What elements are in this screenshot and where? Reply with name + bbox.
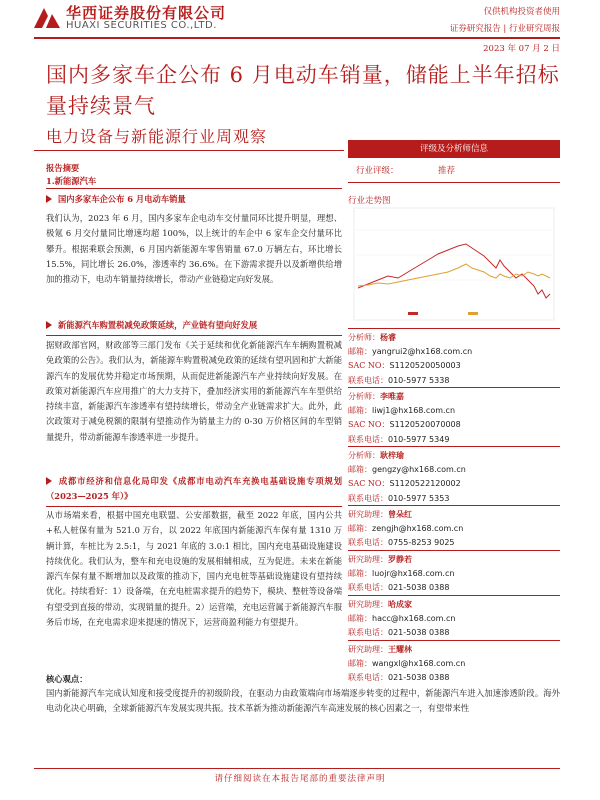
analyst-divider — [348, 446, 560, 447]
institutional-notice: 仅供机构投资者使用 — [483, 7, 560, 17]
analyst-card: 分析师：李唯嘉 邮箱：liwj1@hx168.com.cn SAC NO：S1120520070008 联系电话：010-5977 5349 — [348, 391, 461, 444]
rating-divider — [348, 182, 560, 183]
header-divider — [34, 37, 560, 39]
section-divider — [46, 188, 342, 189]
bullet-heading: 新能源汽车购置税减免政策延续，产业链有望向好发展 — [46, 318, 342, 333]
analyst-card: 分析师：杨睿 邮箱：yangrui2@hx168.com.cn SAC NO：S1120520050003 联系电话：010-5977 5338 — [348, 332, 473, 385]
paragraph: 国内新能源汽车完成认知度和接受度提升的初级阶段，在驱动力由政策端向市场端逐步转变的过程中，新能源汽车进入加速渗透阶段。海外电动化决心明确，全球新能源汽车发展实现共振。技术革新为推动新能源汽车高速发展的核心因素之一，有望带来性 — [46, 688, 560, 714]
researcher-divider — [348, 640, 560, 641]
paragraph: 从市场端来看，根据中国充电联盟、公安部数据，截至 2022 年底，国内公共+私人桩保有量为 521.0 万台，以 2022 年底国内新能源汽车保有量 1310 万辆计算，车桩比为 2.5:1，与 2021 年底的 3.0:1 相比，国内充电基础设施建设持续优化。我们认为，整车和充电设施的发展相辅相成，互为促进。未来在新能源汽车保有量不断增加以及政策的推动下，国内充电桩等基础设施建设有望持续优化。持续看好：1）设备端，在充电桩需求提升的趋势下，模块、整桩等设备端有望受到直接的带动，实现销量的提升。2）运营端，充电运营属于新能源汽车服务后市场，在充电需求迎来提速的情况下，运营商盈利能力有望提升。 — [46, 510, 342, 628]
section-divider — [46, 335, 342, 336]
paragraph: 据财政部官网，财政部等三部门发布《关于延续和优化新能源汽车车辆购置税减免政策的公告》。我们认为，新能源车购置税减免政策的延续有望巩固和扩大新能源汽车的发展优势并稳定市场预期，从而促进新能源汽车产业持续向好发展。在政策对新能源汽车应用推广的大力支持下，叠加经济实用的新能源汽车车型供给持续丰富，新能源汽车渗透率有望持续增长，带动全产业链需求扩大。此外，此次政策对于减免税额的限制有望推动作为销量主力的 0-30 万价格区间的车型销量提升，带动新能源车渗透率进一步提升。 — [46, 340, 342, 442]
bullet-triangle-icon — [46, 477, 52, 485]
chart-divider — [348, 328, 560, 329]
rating-box-title: 评级及分析师信息 — [348, 140, 560, 158]
analyst-card: 分析师：耿梓瑜 邮箱：gengzy@hx168.com.cn SAC NO：S1120522120002 联系电话：010-5977 5353 — [348, 450, 466, 503]
researcher-card: 研究助理：哈成家 邮箱：hacc@hx168.com.cn 联系电话：021-5038 0388 — [348, 599, 456, 638]
rating-label: 行业评级： — [356, 166, 399, 176]
core-view-label: 核心观点： — [46, 674, 88, 684]
researcher-card: 研究助理：曾朵红 邮箱：zengjh@hx168.com.cn 联系电话：0755-8253 9025 — [348, 509, 464, 548]
researcher-card: 研究助理：罗静若 邮箱：luojr@hx168.com.cn 联系电话：021-5038 0388 — [348, 554, 455, 593]
report-date: 2023 年 07 月 2 日 — [483, 44, 560, 54]
section-divider — [46, 506, 342, 507]
legal-notice: 请仔细阅读在本报告尾部的重要法律声明 — [214, 774, 386, 784]
report-subtitle: 电力设备与新能源行业周观察 — [46, 127, 268, 146]
title-divider — [34, 150, 344, 151]
analyst-divider — [348, 505, 560, 506]
legend-index-swatch — [468, 312, 478, 315]
researcher-card: 研究助理：王耀林 邮箱：wangxl@hx168.com.cn 联系电话：021-5038 0388 — [348, 644, 466, 683]
report-title: 国内多家车企公布 6 月电动车销量，储能上半年招标量持续景气 — [46, 63, 560, 118]
section-heading: 1.新能源汽车 — [46, 176, 97, 186]
report-category: 证券研究报告 | 行业研究周报 — [449, 24, 560, 34]
bullet-heading: 成都市经济和信息化局印发《成都市电动汽车充换电基础设施专项规划（2023—2025 年）》 — [46, 476, 342, 501]
rating-value: 推荐 — [438, 166, 456, 176]
researcher-divider — [348, 595, 560, 596]
summary-label: 报告摘要 — [46, 163, 80, 173]
bullet-triangle-icon — [46, 321, 52, 329]
rating-row — [348, 160, 560, 180]
huaxi-logo-icon — [34, 6, 60, 28]
company-name-en: HUAXI SECURITIES CO.,LTD. — [66, 20, 217, 31]
footer-divider — [34, 768, 560, 769]
legend-industry-swatch — [408, 312, 418, 315]
trend-chart-label: 行业走势图 — [348, 196, 391, 206]
bullet-heading: 国内多家车企公布 6 月电动车销量 — [46, 192, 342, 207]
industry-trend-chart — [348, 190, 560, 326]
analyst-divider — [348, 387, 560, 388]
researcher-divider — [348, 550, 560, 551]
paragraph: 我们认为，2023 年 6 月，国内多家车企电动车交付量同环比提升明显，理想、极氪 6 月交付量同比增速均超 100%，以上统计的车企中 6 家车企交付量环比攀升。根据乘联会预测，6 月国内新能源车零售销量 67.0 万辆左右，环比增长 15.5%，同比增长 26.0%，渗透率约 36.6%。在下游需求提升以及新增供给增加的推动下，电动车销量持续增长，带动产业链稳定向好发展。 — [46, 213, 342, 285]
company-name-cn: 华西证券股份有限公司 — [66, 4, 227, 22]
bullet-triangle-icon — [46, 195, 52, 203]
